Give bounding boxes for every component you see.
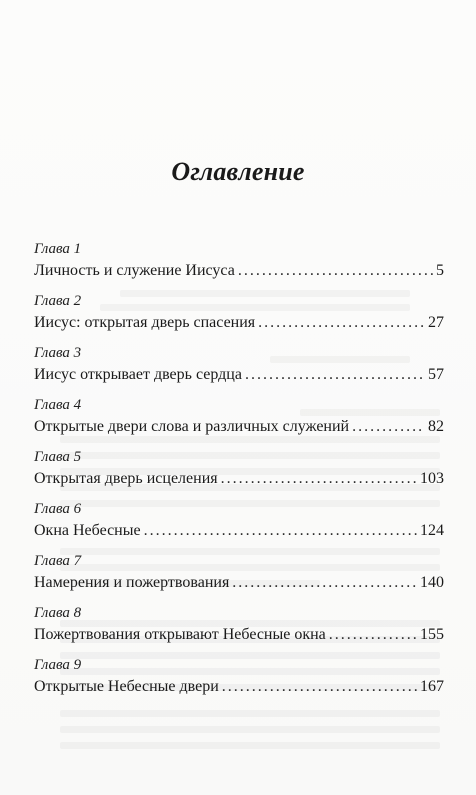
chapter-title: Окна Небесные: [34, 522, 141, 539]
dot-leader: [221, 468, 417, 490]
toc-entry[interactable]: [34, 448, 444, 500]
chapter-label: Глава 2: [34, 293, 82, 309]
dot-leader: [352, 416, 425, 438]
toc-row: [34, 260, 444, 282]
page-number: 167: [420, 678, 444, 695]
chapter-title: Иисус: открытая дверь спасения: [34, 314, 256, 331]
page-number: 82: [428, 418, 444, 435]
chapter-label: Глава 4: [34, 397, 82, 413]
chapter-label: Глава 7: [34, 553, 82, 569]
toc-row: [34, 468, 444, 490]
dot-leader: [222, 676, 417, 698]
page-number: 155: [420, 626, 444, 643]
chapter-title: Открытые двери слова и различных служений: [34, 418, 350, 435]
chapter-title: Намерения и пожертвования: [34, 574, 230, 591]
toc-entry[interactable]: [34, 396, 444, 448]
toc-entry[interactable]: [34, 344, 444, 396]
toc-entry[interactable]: [34, 552, 444, 604]
page-title: Оглавление: [171, 157, 305, 187]
chapter-title: Иисус открывает дверь сердца: [34, 366, 242, 383]
toc-entry[interactable]: [34, 500, 444, 552]
chapter-label: Глава 9: [34, 657, 82, 673]
table-of-contents: [34, 240, 444, 708]
chapter-label: Глава 1: [34, 241, 82, 257]
dot-leader: [245, 364, 425, 386]
toc-row: [34, 572, 444, 594]
chapter-title: Личность и служение Иисуса: [34, 262, 235, 279]
dot-leader: [238, 260, 433, 282]
dot-leader: [329, 624, 417, 646]
chapter-title: Открытые Небесные двери: [34, 678, 219, 695]
toc-entry[interactable]: [34, 604, 444, 656]
chapter-title: Открытая дверь исцеления: [34, 470, 218, 487]
toc-entry[interactable]: [34, 240, 444, 292]
chapter-label: Глава 6: [34, 501, 82, 517]
page-number: 57: [428, 366, 444, 383]
toc-entry[interactable]: [34, 292, 444, 344]
dot-leader: [232, 572, 417, 594]
toc-row: [34, 676, 444, 698]
toc-entry[interactable]: [34, 656, 444, 708]
page-number: 140: [420, 574, 444, 591]
page-number: 27: [428, 314, 444, 331]
toc-row: [34, 624, 444, 646]
chapter-label: Глава 3: [34, 345, 82, 361]
dot-leader: [258, 312, 425, 334]
toc-row: [34, 364, 444, 386]
chapter-title: Пожертвования открывают Небесные окна: [34, 626, 326, 643]
toc-row: [34, 416, 444, 438]
toc-row: [34, 520, 444, 542]
chapter-label: Глава 5: [34, 449, 82, 465]
page-number: 5: [436, 262, 444, 279]
dot-leader: [144, 520, 417, 542]
toc-row: [34, 312, 444, 334]
page-number: 124: [420, 522, 444, 539]
chapter-label: Глава 8: [34, 605, 82, 621]
page-number: 103: [420, 470, 444, 487]
